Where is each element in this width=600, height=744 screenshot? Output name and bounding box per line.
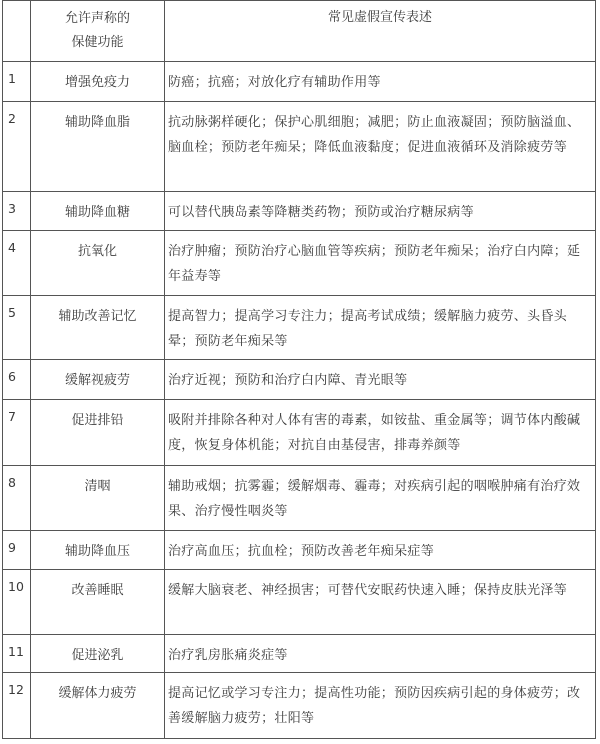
row-number: 10 (3, 570, 31, 635)
health-function-claims-table (2, 0, 596, 739)
row-number: 6 (3, 360, 31, 400)
table-row (3, 231, 596, 296)
row-number: 1 (3, 62, 31, 102)
row-function: 促进泌乳 (31, 635, 165, 673)
table-row (3, 400, 596, 466)
table-row (3, 296, 596, 360)
header-function (31, 1, 165, 62)
row-claims: 治疗肿瘤；预防治疗心脑血管等疾病；预防老年痴呆；治疗白内障；延年益寿等 (165, 231, 596, 296)
row-function: 清咽 (31, 466, 165, 531)
row-function: 改善睡眠 (31, 570, 165, 635)
row-function: 辅助降血脂 (31, 102, 165, 192)
row-claims: 防癌；抗癌；对放化疗有辅助作用等 (165, 62, 596, 102)
table-header-row (3, 1, 596, 62)
row-number: 3 (3, 192, 31, 231)
table-row (3, 102, 596, 192)
row-number: 4 (3, 231, 31, 296)
row-claims: 提高记忆或学习专注力；提高性功能；预防因疾病引起的身体疲劳；改善缓解脑力疲劳；壮阳等 (165, 673, 596, 739)
header-function-line2: 保健功能 (71, 35, 124, 50)
row-number: 9 (3, 531, 31, 570)
row-function: 缓解体力疲劳 (31, 673, 165, 739)
row-claims: 抗动脉粥样硬化；保护心肌细胞；减肥；防止血液凝固；预防脑溢血、脑血栓；预防老年痴呆；降低血液黏度；促进血液循环及消除疲劳等 (165, 102, 596, 192)
row-function: 辅助改善记忆 (31, 296, 165, 360)
row-claims: 治疗乳房胀痛炎症等 (165, 635, 596, 673)
row-number: 12 (3, 673, 31, 739)
row-number: 2 (3, 102, 31, 192)
row-number: 11 (3, 635, 31, 673)
table-row (3, 673, 596, 739)
table-row (3, 62, 596, 102)
table-row (3, 635, 596, 673)
table-row (3, 466, 596, 531)
table-row (3, 360, 596, 400)
row-claims: 治疗高血压；抗血栓；预防改善老年痴呆症等 (165, 531, 596, 570)
row-number: 7 (3, 400, 31, 466)
header-function-line1: 允许声称的 (64, 11, 130, 26)
row-function: 抗氧化 (31, 231, 165, 296)
row-function: 增强免疫力 (31, 62, 165, 102)
row-claims: 可以替代胰岛素等降糖类药物；预防或治疗糖尿病等 (165, 192, 596, 231)
row-function: 促进排铅 (31, 400, 165, 466)
row-function: 辅助降血糖 (31, 192, 165, 231)
row-function: 辅助降血压 (31, 531, 165, 570)
table-row (3, 531, 596, 570)
table-row (3, 192, 596, 231)
row-number: 8 (3, 466, 31, 531)
row-claims: 辅助戒烟；抗雾霾；缓解烟毒、霾毒；对疾病引起的咽喉肿痛有治疗效果、治疗慢性咽炎等 (165, 466, 596, 531)
row-claims: 治疗近视；预防和治疗白内障、青光眼等 (165, 360, 596, 400)
row-function: 缓解视疲劳 (31, 360, 165, 400)
header-claims: 常见虚假宣传表述 (165, 1, 596, 62)
row-claims: 吸附并排除各种对人体有害的毒素，如铵盐、重金属等；调节体内酸碱度，恢复身体机能；对抗自由基侵害，排毒养颜等 (165, 400, 596, 466)
row-claims: 缓解大脑衰老、神经损害；可替代安眠药快速入睡；保持皮肤光泽等 (165, 570, 596, 635)
table-row (3, 570, 596, 635)
header-number (3, 1, 31, 62)
row-number: 5 (3, 296, 31, 360)
row-claims: 提高智力；提高学习专注力；提高考试成绩；缓解脑力疲劳、头昏头晕；预防老年痴呆等 (165, 296, 596, 360)
